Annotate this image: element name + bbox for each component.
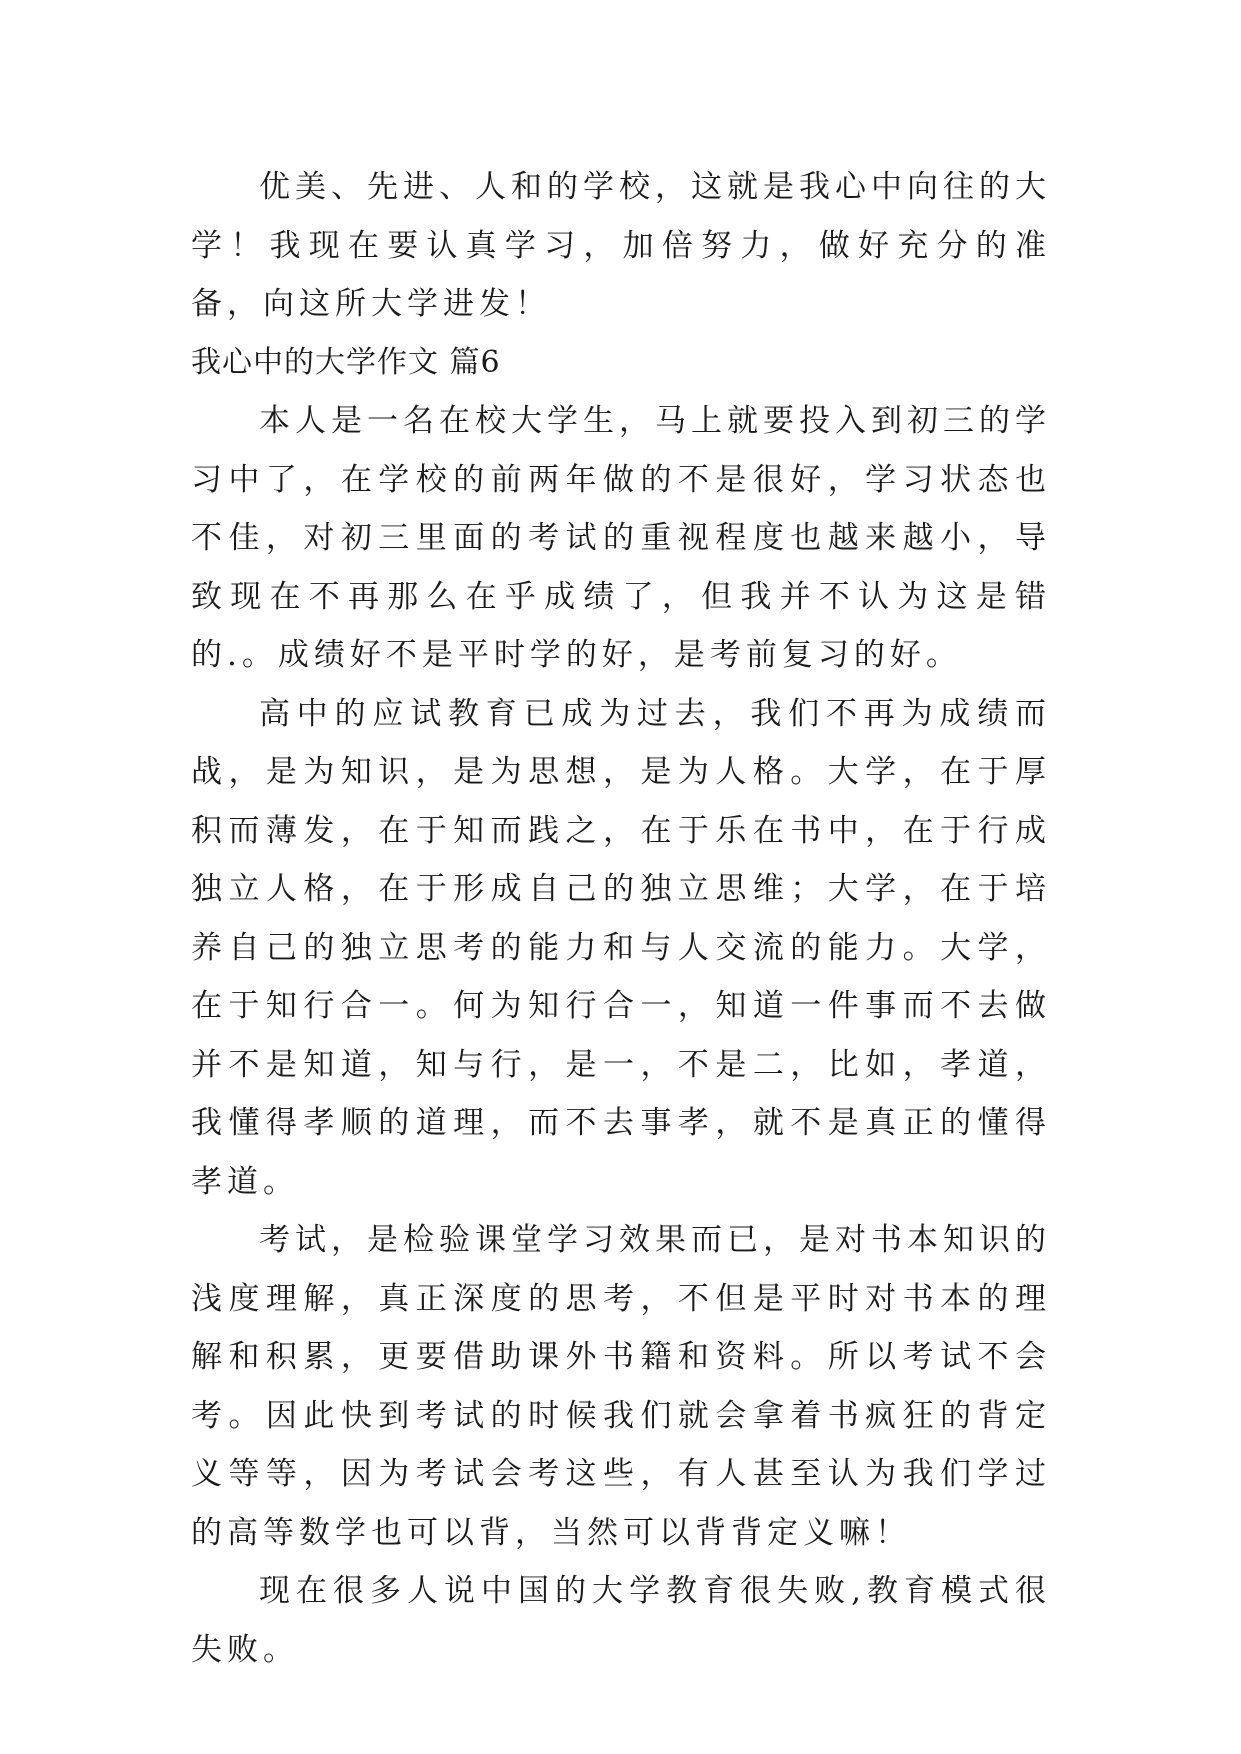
document-page [191, 158, 1051, 1679]
paragraph-closing: 优美、先进、人和的学校，这就是我心中向往的大学！我现在要认真学习，加倍努力，做好充分的准备，向这所大学进发！ [191, 169, 1051, 322]
essay-heading: 我心中的大学作文 篇6 [191, 344, 501, 380]
paragraph-4: 现在很多人说中国的大学教育很失败,教育模式很失败。 [191, 1573, 1051, 1668]
paragraph-1: 本人是一名在校大学生，马上就要投入到初三的学习中了，在学校的前两年做的不是很好，学习状态也不佳，对初三里面的考试的重视程度也越来越小，导致现在不再那么在乎成绩了，但我并不认为这是错的.。成绩好不是平时学的好，是考前复习的好。 [191, 403, 1051, 673]
paragraph-2: 高中的应试教育已成为过去，我们不再为成绩而战，是为知识，是为思想，是为人格。大学，在于厚积而薄发，在于知而践之，在于乐在书中，在于行成独立人格，在于形成自己的独立思维；大学，在于培养自己的独立思考的能力和与人交流的能力。大学，在于知行合一。何为知行合一，知道一件事而不去做并不是知道，知与行，是一，不是二，比如，孝道，我懂得孝顺的道理，而不去事孝，就不是真正的懂得孝道。 [191, 695, 1051, 1200]
paragraph-3: 考试，是检验课堂学习效果而已，是对书本知识的浅度理解，真正深度的思考，不但是平时对书本的理解和积累，更要借助课外书籍和资料。所以考试不会考。因此快到考试的时候我们就会拿着书疯狂的背定义等等，因为考试会考这些，有人甚至认为我们学过的高等数学也可以背，当然可以背背定义嘛！ [191, 1222, 1051, 1551]
